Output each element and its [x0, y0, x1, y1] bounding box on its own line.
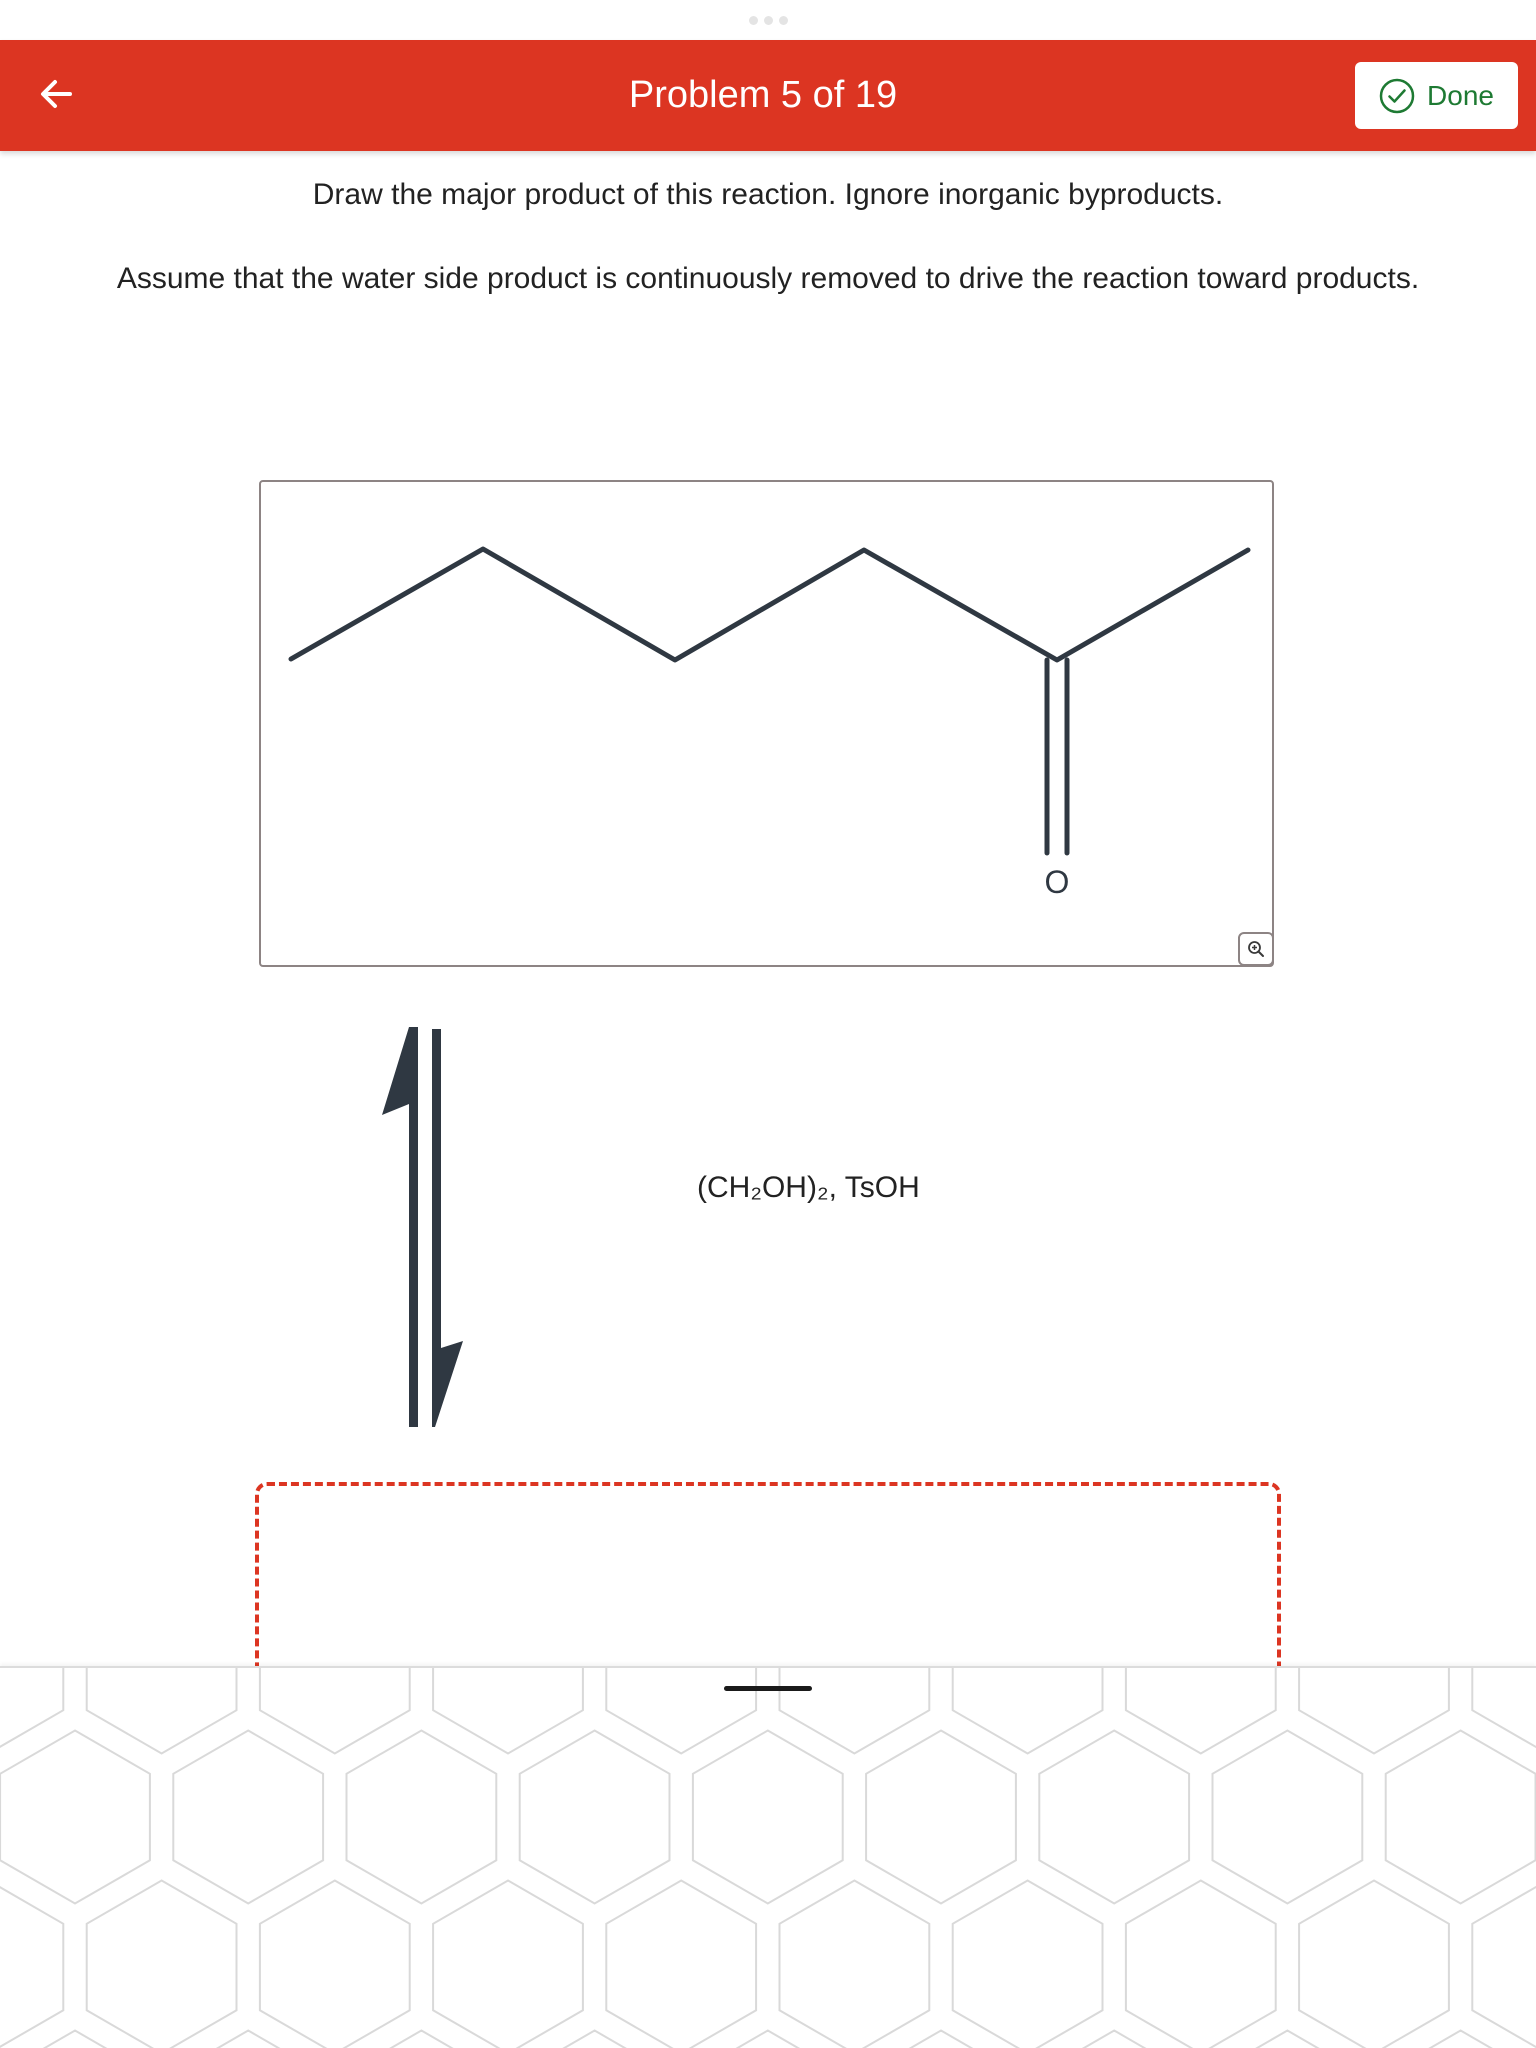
dot: [749, 16, 758, 25]
oxygen-atom-label: O: [1044, 864, 1070, 900]
reaction-reagents: (CH₂OH)₂, TsOH: [697, 1171, 920, 1204]
carbonyl-double-bond: [1047, 660, 1067, 853]
multitask-dots[interactable]: [0, 0, 1536, 40]
hexagon-cell: [0, 1881, 63, 2048]
dot: [764, 16, 773, 25]
hexagon-cell: [953, 1881, 1103, 2048]
hexagon-cell: [1299, 1668, 1449, 1754]
reactant-molecule: [261, 482, 1272, 965]
hexagon-cell: [780, 1881, 930, 2048]
check-circle-icon: [1379, 78, 1415, 114]
reactant-structure-box: [259, 480, 1274, 967]
hexagon-cell: [0, 1731, 150, 1904]
zoom-button[interactable]: [1238, 932, 1274, 966]
hexagon-cell: [1299, 1881, 1449, 2048]
hexagon-cell: [260, 1668, 410, 1754]
product-drawing-area[interactable]: [255, 1482, 1281, 1682]
done-button[interactable]: [1355, 62, 1518, 129]
hexagon-grid-background: [0, 1668, 1536, 2048]
hexagon-cell: [87, 1881, 237, 2048]
hexagon-cell: [520, 1731, 670, 1904]
hexagon-cell: [606, 1668, 756, 1754]
dot: [779, 16, 788, 25]
hexagon-cell: [1039, 1731, 1189, 1904]
hexagon-cell: [0, 1668, 63, 1754]
drawer-handle[interactable]: [724, 1686, 812, 1691]
carbon-chain-bonds: [291, 549, 1248, 660]
hexagon-cell: [433, 1668, 583, 1754]
hexagon-cell: [953, 1668, 1103, 1754]
hexagon-cell: [693, 1731, 843, 1904]
hexagon-cell: [260, 1881, 410, 2048]
drawing-canvas-drawer[interactable]: [0, 1666, 1536, 2048]
hexagon-cell: [606, 1881, 756, 2048]
hexagon-cell: [1472, 1881, 1536, 2048]
equilibrium-arrows-icon: [370, 1020, 470, 1440]
zoom-in-icon: [1246, 939, 1266, 959]
assumption-text: Assume that the water side product is continuously removed to drive the reaction toward products.: [116, 262, 1420, 295]
hexagon-cell: [1472, 1668, 1536, 1754]
hexagon-cell: [1213, 1731, 1363, 1904]
done-label: Done: [1427, 79, 1494, 111]
hexagon-cell: [1386, 1731, 1536, 1904]
hexagon-cell: [87, 1668, 237, 1754]
header-bar: [0, 40, 1536, 151]
hexagon-cell: [347, 1731, 497, 1904]
hexagon-cell: [1126, 1881, 1276, 2048]
page-title: Problem 5 of 19: [628, 74, 898, 116]
hexagon-cell: [433, 1881, 583, 2048]
hexagon-cell: [1126, 1668, 1276, 1754]
instruction-text: Draw the major product of this reaction. Ignore inorganic byproducts.: [312, 178, 1224, 211]
hexagon-cell: [780, 1668, 930, 1754]
hexagon-cell: [173, 1731, 323, 1904]
hexagon-cell: [866, 1731, 1016, 1904]
